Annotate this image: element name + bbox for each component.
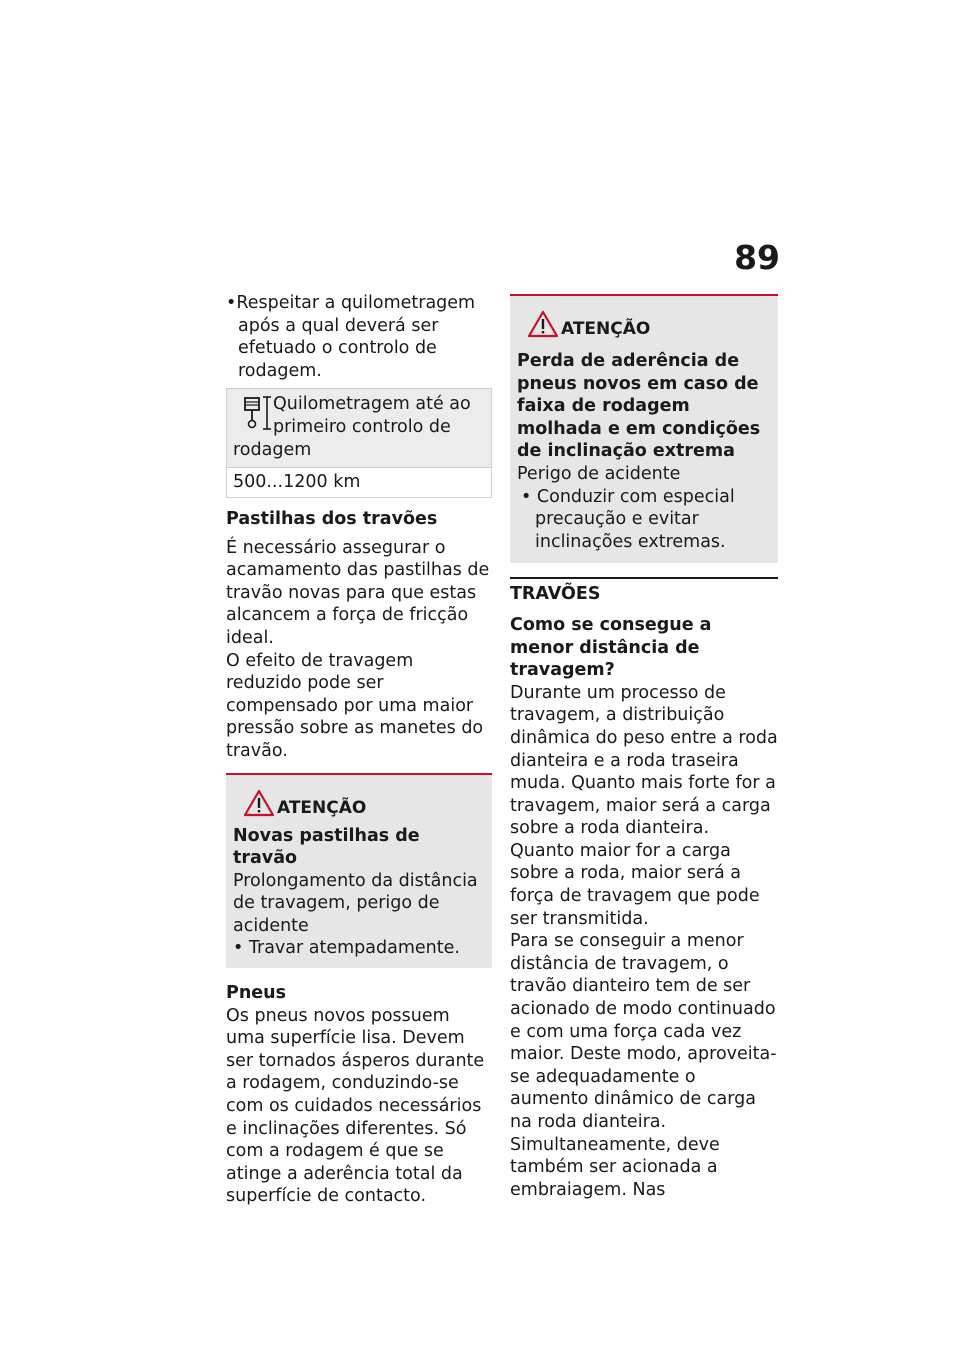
spec-header-line-3: rodagem [233,439,312,460]
spec-value: 500...1200 km [227,467,491,497]
section-title: TRAVÕES [510,584,601,605]
bullet-text: Respeitar a quilometragem após a qual deverá ser efetuado o controlo de rodagem. [236,293,476,381]
section-divider [510,577,778,579]
warning-bullet: • Conduzir com especial precaução e evitar inclinações extremas. [521,486,735,552]
right-column [510,294,778,1201]
tires-heading: Pneus [226,983,287,1004]
brake-pads-heading: Pastilhas dos travões [226,508,438,529]
warning-title: ATENÇÃO [277,797,367,818]
warning-triangle-icon [527,310,559,338]
warning-triangle-icon [243,789,275,817]
warning-text: Prolongamento da distância de travagem, perigo de acidente [233,870,478,936]
warning-heading: Novas pastilhas de travão [233,825,420,869]
spec-header-line-2: primeiro controlo de [273,416,451,437]
left-column [226,292,492,1208]
page-number: 89 [734,238,780,277]
warning-title: ATENÇÃO [561,319,651,339]
spec-header-line-1: Quilometragem até ao [273,394,471,415]
warning-bullet-text: Travar atempadamente. [248,938,460,959]
warning-box [226,773,492,969]
warning-bullet-text: Conduzir com especial precaução e evitar inclinações extremas. [535,486,735,552]
spec-table-header [227,389,491,467]
warning-box [510,294,778,563]
tires-text: Os pneus novos possuem uma superfície lisa. Devem ser tornados ásperos durante a rodagem, conduzindo-se com os cuidados necessários e inclinações diferentes. Só com a rodagem é que se atinge a aderência total da superfície de contacto. [226,1005,485,1207]
paragraph-1: Durante um processo de travagem, a distribuição dinâmica do peso entre a roda dianteira e a roda traseira muda. Quanto mais forte for a travagem, maior será a carga sobre a roda dianteira. Quanto maior for a carga sobre a roda, maior será a força de travagem que pode ser transmitida. [510,682,778,929]
brake-pads-text-2: O efeito de travagem reduzido pode ser compensado por uma maior pressão sobre as manetes do travão. [226,650,484,761]
brake-pads-text-1: É necessário assegurar o acamamento das pastilhas de travão novas para que estas alcancem a força de fricção ideal. [226,537,490,648]
paragraph-2: Para se conseguir a menor distância de travagem, o travão dianteiro tem de ser acionado de modo continuado e com uma força cada vez maior. Deste modo, aproveita-se adequadamente o aumento dinâmico de carga na roda dianteira. Simultaneamente, deve também ser acionada a embraiagem. Nas [510,931,777,1200]
warning-heading: Perda de aderência de pneus novos em caso de faixa de rodagem molhada e em condições de inclinação extrema [517,351,761,462]
spec-table [226,388,492,498]
question-heading: Como se consegue a menor distância de travagem? [510,614,712,681]
warning-text: Perigo de acidente [517,463,681,484]
warning-bullet: • Travar atempadamente. [233,938,460,959]
piston-icon [239,395,273,431]
bullet-item: •Respeitar a quilometragem após a qual deverá ser efetuado o controlo de rodagem. [226,293,476,381]
